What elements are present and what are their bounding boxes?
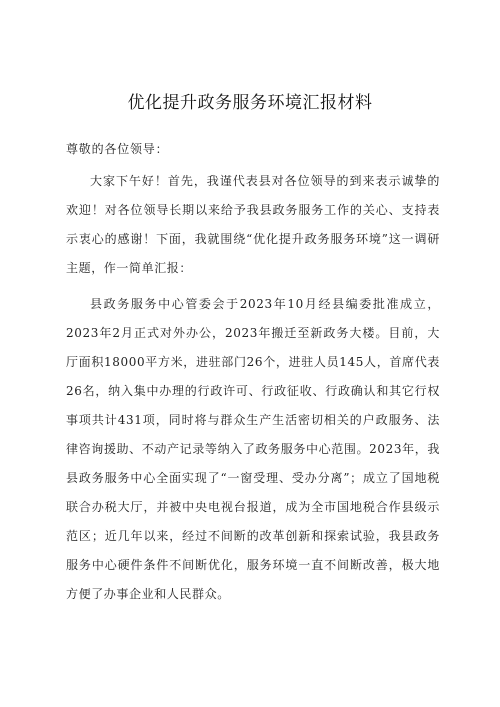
body-paragraph-2: 县政务服务中心管委会于2023年10月经县编委批准成立，2023年2月正式对外办公，2023年搬迁至新政务大楼。目前，大厅面积18000平方米，进驻部门26个，进驻人员145人，首席代表26名，纳入集中办理的行政许可、行政征收、行政确认和其它行权事项共计431项，同时将与群众生产生活密切相关的户政服务、法律咨询援助、不动产记录等纳入了政务服务中心范围。2023年，我县政务服务中心全面实现了“一窗受理、受办分离”；成立了国地税联合办税大厅，并被中央电视台报道，成为全市国地税合作县级示范区；近几年以来，经过不间断的改革创新和探索试验，我县政务服务中心硬件条件不间断优化，服务环境一直不间断改善，极大地方便了办事企业和人民群众。 [66, 297, 440, 601]
document-title: 优化提升政务服务环境汇报材料 [127, 93, 373, 113]
body-paragraph-1: 大家下午好！首先，我谨代表县对各位领导的到来表示诚挚的欢迎！对各位领导长期以来给予我县政务服务工作的关心、支持表示衷心的感谢！下面，我就围绕“优化提升政务服务环境”这一调研主题，作一简单汇报： [66, 174, 440, 275]
salutation: 尊敬的各位领导： [66, 142, 169, 156]
